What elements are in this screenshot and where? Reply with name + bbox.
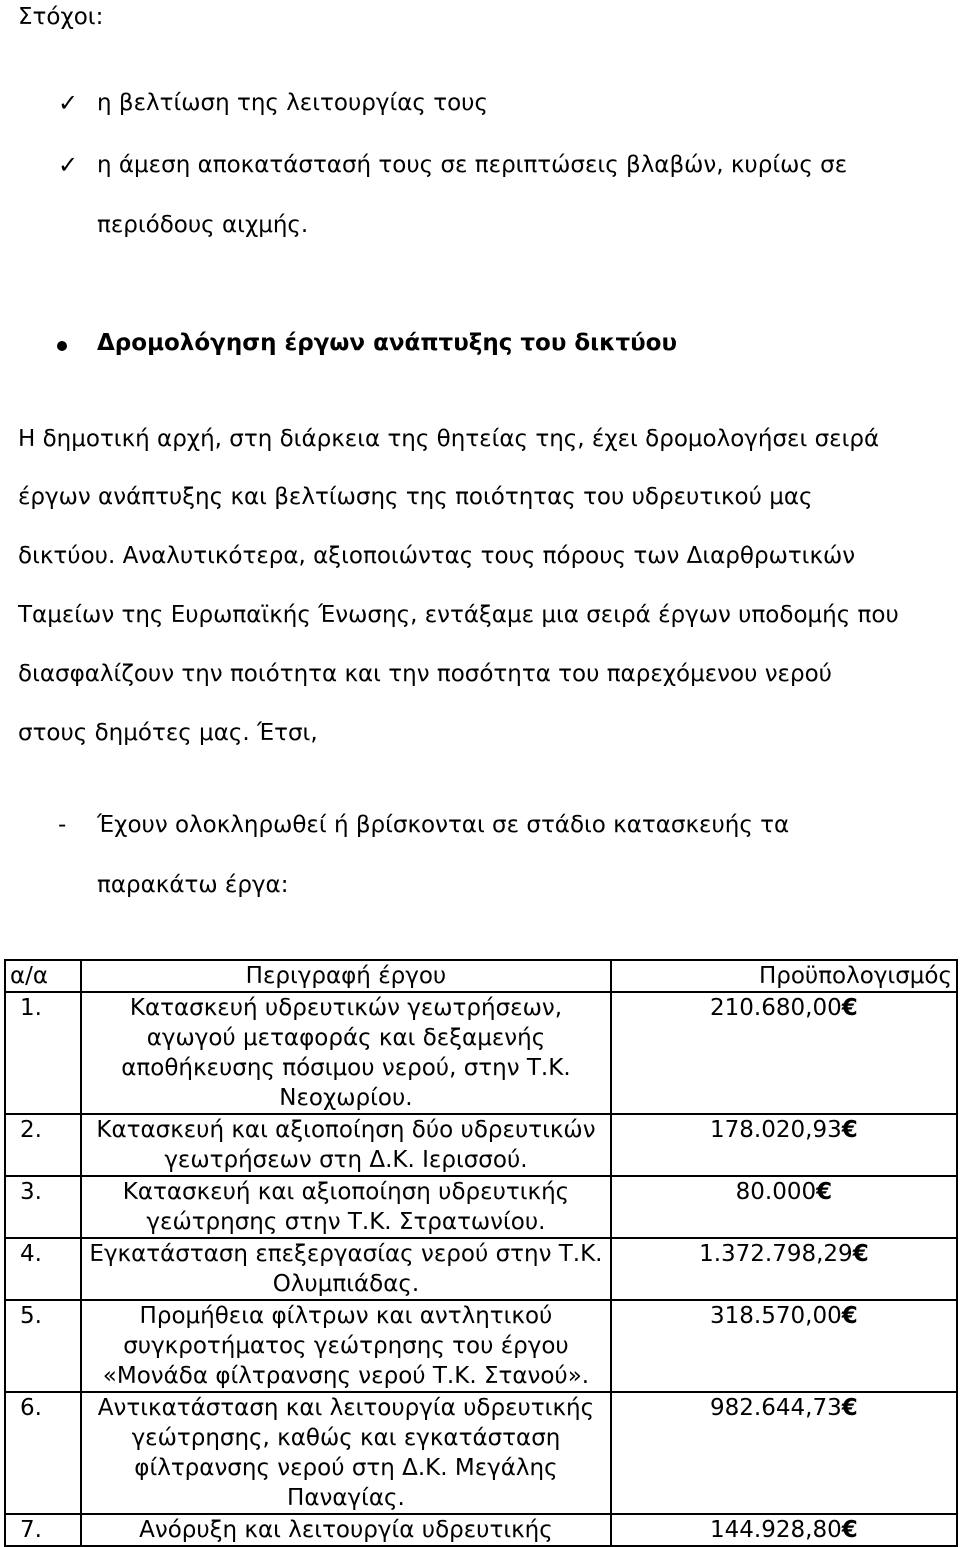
row-number: 2. [5, 1114, 81, 1176]
goal-item-2-continued: περιόδους αιχμής. [97, 212, 309, 238]
row-budget [611, 1514, 957, 1546]
table-row [5, 1300, 957, 1392]
paragraph-line: έργων ανάπτυξης και βελτίωσης της ποιότητας του υδρευτικού μας [18, 484, 813, 510]
budget-amount: 210.680,00 [710, 995, 842, 1021]
euro-icon: € [841, 1395, 858, 1421]
paragraph-line: Η δημοτική αρχή, στη διάρκεια της θητείας της, έχει δρομολογήσει σειρά [18, 426, 880, 452]
budget-amount: 318.570,00 [710, 1303, 842, 1329]
euro-icon: € [841, 995, 858, 1021]
row-description: Εγκατάσταση επεξεργασίας νερού στην Τ.Κ. Ολυμπιάδας. [81, 1238, 611, 1300]
table-row [5, 1114, 957, 1176]
budget-amount: 80.000 [735, 1179, 817, 1205]
goal-item-2: η άμεση αποκατάστασή τους σε περιπτώσεις βλαβών, κυρίως σε [97, 152, 848, 178]
budget-amount: 144.928,80 [710, 1517, 842, 1543]
budget-amount: 982.644,73 [710, 1395, 842, 1421]
row-description: Προμήθεια φίλτρων και αντλητικού συγκροτήματος γεώτρησης του έργου «Μονάδα φίλτρανσης νερού Τ.Κ. Στανού». [81, 1300, 611, 1392]
paragraph-line: στους δημότες μας. Έτσι, [18, 720, 318, 746]
row-description: Αντικατάσταση και λειτουργία υδρευτικής γεώτρησης, καθώς και εγκατάσταση φίλτρανσης νερού στη Δ.Κ. Μεγάλης Παναγίας. [81, 1392, 611, 1514]
table-row [5, 992, 957, 1114]
row-number: 1. [5, 992, 81, 1114]
row-budget [611, 1176, 957, 1238]
euro-icon: € [841, 1517, 858, 1543]
row-description: Κατασκευή υδρευτικών γεωτρήσεων, αγωγού μεταφοράς και δεξαμενής αποθήκευσης πόσιμου νερού, στην Τ.Κ. Νεοχωρίου. [81, 992, 611, 1114]
row-budget [611, 992, 957, 1114]
row-budget [611, 1392, 957, 1514]
dash-marker: - [58, 812, 67, 838]
table-header-row [5, 960, 957, 992]
row-number: 4. [5, 1238, 81, 1300]
row-description: Κατασκευή και αξιοποίηση υδρευτικής γεώτρησης στην Τ.Κ. Στρατωνίου. [81, 1176, 611, 1238]
dash-item-line: παρακάτω έργα: [97, 872, 289, 898]
budget-amount: 1.372.798,29 [699, 1241, 853, 1267]
euro-icon: € [841, 1117, 858, 1143]
table-row [5, 1514, 957, 1546]
goal-item-1: η βελτίωση της λειτουργίας τους [97, 90, 488, 116]
check-icon: ✓ [58, 89, 79, 117]
row-budget [611, 1300, 957, 1392]
table-row [5, 1176, 957, 1238]
row-budget [611, 1114, 957, 1176]
goals-heading: Στόχοι: [18, 4, 104, 30]
row-number: 3. [5, 1176, 81, 1238]
euro-icon: € [816, 1179, 833, 1205]
paragraph-line: Ταμείων της Ευρωπαϊκής Ένωσης, εντάξαμε μια σειρά έργων υποδομής που [18, 602, 899, 628]
row-description: Ανόρυξη και λειτουργία υδρευτικής [81, 1514, 611, 1546]
table-row [5, 1392, 957, 1514]
euro-icon: € [841, 1303, 858, 1329]
euro-icon: € [852, 1241, 869, 1267]
header-description: Περιγραφή έργου [81, 960, 611, 992]
row-description: Κατασκευή και αξιοποίηση δύο υδρευτικών γεωτρήσεων στη Δ.Κ. Ιερισσού. [81, 1114, 611, 1176]
section-title: Δρομολόγηση έργων ανάπτυξης του δικτύου [97, 330, 678, 356]
paragraph-line: δικτύου. Αναλυτικότερα, αξιοποιώντας τους πόρους των Διαρθρωτικών [18, 543, 856, 569]
table-row [5, 1238, 957, 1300]
bullet-icon [57, 341, 67, 351]
row-number: 6. [5, 1392, 81, 1514]
header-budget: Προϋπολογισμός [611, 960, 957, 992]
dash-item-line: Έχουν ολοκληρωθεί ή βρίσκονται σε στάδιο κατασκευής τα [97, 812, 790, 838]
row-number: 7. [5, 1514, 81, 1546]
header-number: α/α [5, 960, 81, 992]
check-icon: ✓ [58, 151, 79, 179]
paragraph-line: διασφαλίζουν την ποιότητα και την ποσότητα του παρεχόμενου νερού [18, 661, 832, 687]
row-budget [611, 1238, 957, 1300]
row-number: 5. [5, 1300, 81, 1392]
budget-amount: 178.020,93 [710, 1117, 842, 1143]
works-table [4, 959, 958, 1547]
